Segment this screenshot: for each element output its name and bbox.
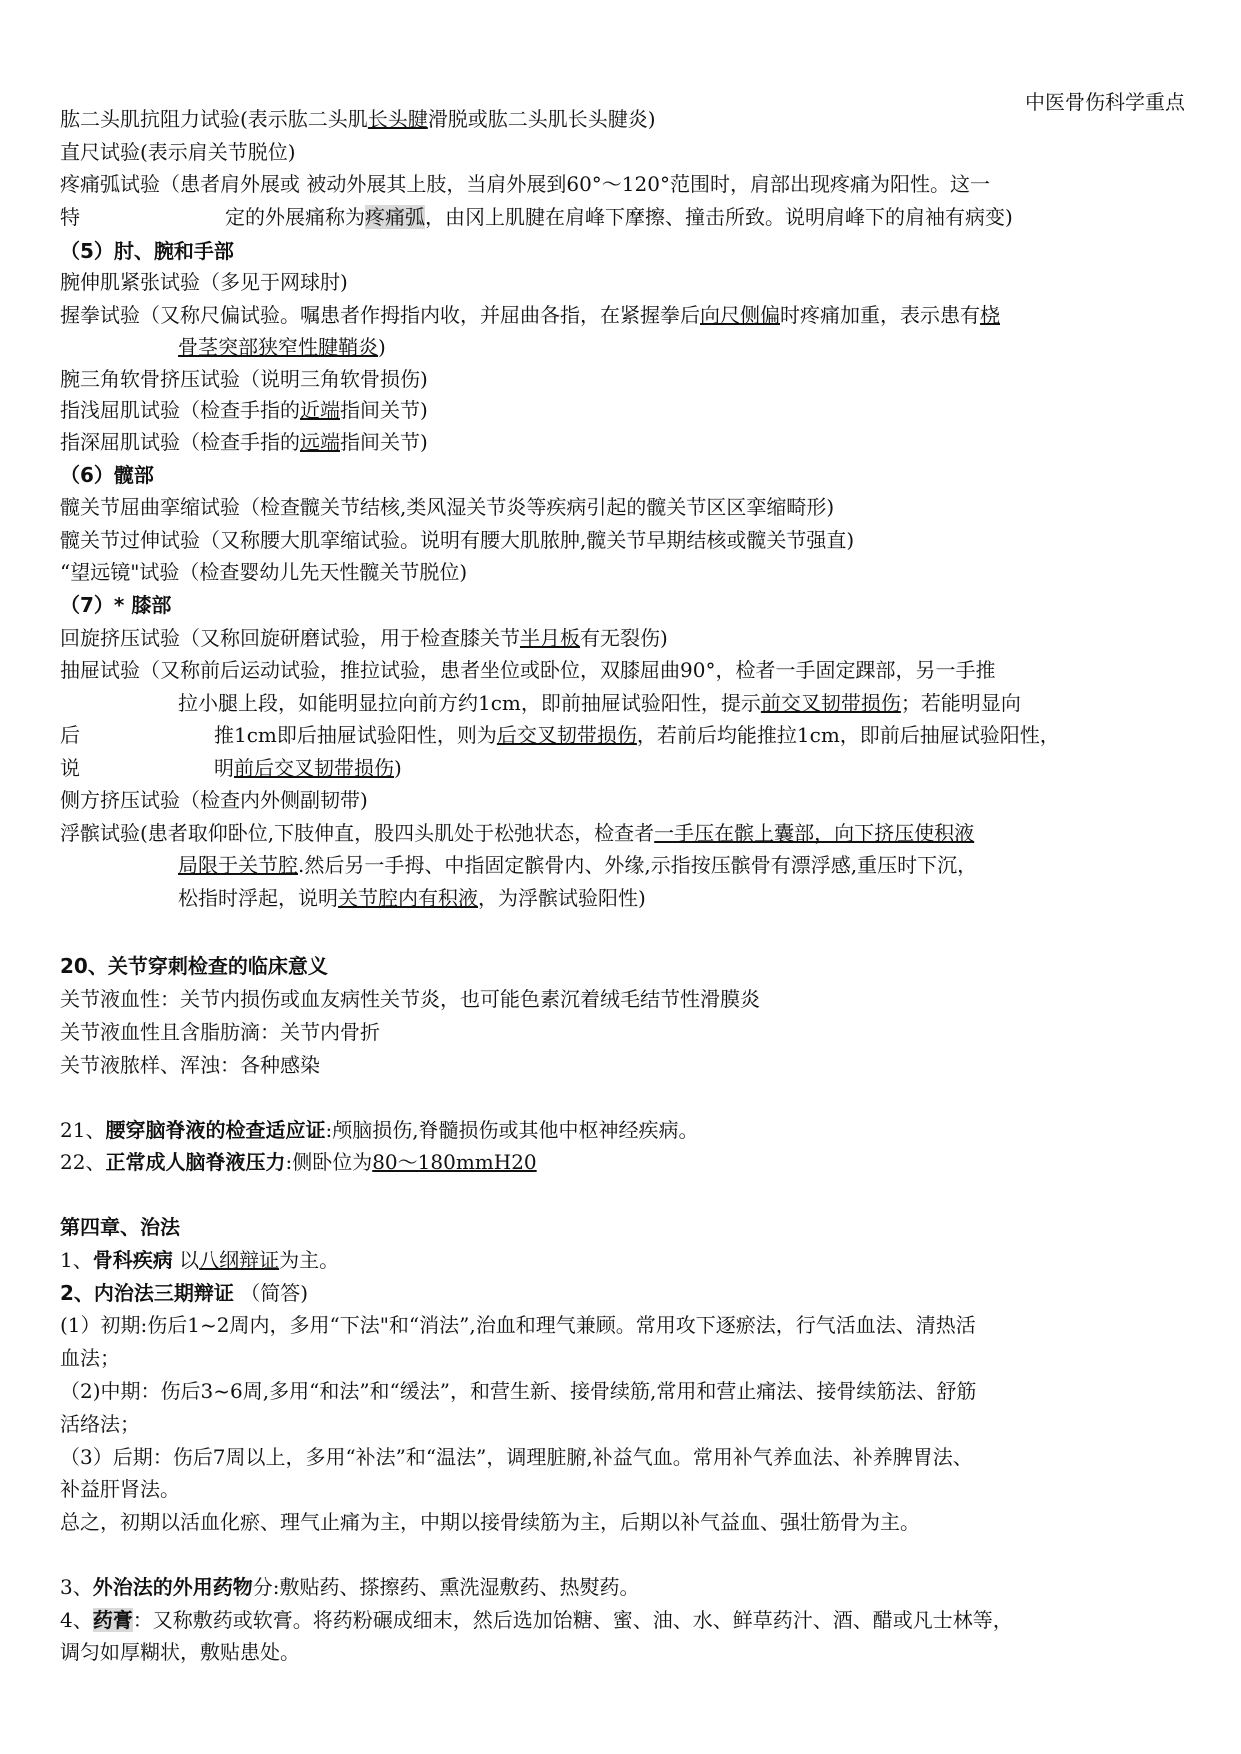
section-heading: （5）肘、腕和手部 — [60, 239, 234, 263]
chapter-heading: 第四章、治法 — [60, 1215, 180, 1239]
text-line: “望远镜"试验（检查婴幼儿先天性髋关节脱位) — [60, 560, 468, 584]
text-line: 疼痛弧试验（患者肩外展或 被动外展其上肢，当肩外展到60°～120°范围时，肩部出现疼痛为阳性。这一 — [60, 172, 990, 196]
text-line: 指浅屈肌试验（检查手指的近端指间关节) — [60, 398, 428, 422]
text-line: 1、骨科疾病 以八纲辩证为主。 — [60, 1248, 340, 1272]
text-line: 松指时浮起，说明关节腔内有积液，为浮髌试验阳性) — [178, 886, 646, 910]
text-line: 2、内治法三期辩证 （简答) — [60, 1281, 309, 1305]
text-line: 调匀如厚糊状，敷贴患处。 — [60, 1640, 300, 1664]
text-line: 直尺试验(表示肩关节脱位) — [60, 140, 296, 164]
text-line: 定的外展痛称为疼痛弧，由冈上肌腱在肩峰下摩擦、撞击所致。说明肩峰下的肩袖有病变) — [225, 205, 1013, 229]
text-line: (1）初期:伤后1~2周内，多用“下法"和“消法”,治血和理气兼顾。常用攻下逐瘀法，行气活血法、清热活 — [60, 1313, 976, 1337]
text-line: 肱二头肌抗阻力试验(表示肱二头肌长头腱滑脱或肱二头肌长头腱炎) — [60, 107, 656, 131]
text-line: 3、外治法的外用药物分:敷贴药、搽擦药、熏洗湿敷药、热熨药。 — [60, 1575, 640, 1599]
text-line: 浮髌试验(患者取仰卧位,下肢伸直，股四头肌处于松弛状态，检查者一手压在髌上囊部，向下挤压使积液 — [60, 821, 975, 845]
text-line: 指深屈肌试验（检查手指的远端指间关节) — [60, 430, 428, 454]
text-line: 明前后交叉韧带损伤) — [214, 756, 402, 780]
text-line: 回旋挤压试验（又称回旋研磨试验，用于检查膝关节半月板有无裂伤) — [60, 626, 668, 650]
text-line: 髋关节过伸试验（又称腰大肌挛缩试验。说明有腰大肌脓肿,髋关节早期结核或髋关节强直) — [60, 528, 855, 552]
text-line: 髋关节屈曲挛缩试验（检查髋关节结核,类风湿关节炎等疾病引起的髋关节区区挛缩畸形) — [60, 495, 835, 519]
text-line: 关节液血性：关节内损伤或血友病性关节炎，也可能色素沉着绒毛结节性滑膜炎 — [60, 987, 760, 1011]
page-header: 中医骨伤科学重点 — [1025, 90, 1185, 114]
text-line: 22、正常成人脑脊液压力:侧卧位为80～180mmH20 — [60, 1150, 537, 1174]
text-line: 局限于关节腔.然后另一手拇、中指固定髌骨内、外缘,示指按压髌骨有漂浮感,重压时下沉， — [178, 853, 978, 877]
text-line: 血法； — [60, 1346, 120, 1370]
section-heading: 20、关节穿刺检查的临床意义 — [60, 954, 328, 978]
text-fragment: 特 — [60, 205, 80, 229]
text-line: 腕三角软骨挤压试验（说明三角软骨损伤) — [60, 367, 428, 391]
text-line: （2)中期：伤后3~6周,多用“和法”和“缓法”，和营生新、接骨续筋,常用和营止痛法、接骨续筋法、舒筋 — [60, 1379, 977, 1403]
text-fragment: 说 — [60, 756, 80, 780]
text-line: （3）后期：伤后7周以上，多用“补法”和“温法”，调理脏腑,补益气血。常用补气养血法、补养脾胃法、 — [60, 1445, 973, 1469]
text-line: 关节液脓样、浑浊：各种感染 — [60, 1053, 320, 1077]
text-line: 4、药膏：又称敷药或软膏。将药粉碾成细末，然后选加饴糖、蜜、油、水、鲜草药汁、酒、醋或凡士林等， — [60, 1608, 1013, 1632]
text-line: 侧方挤压试验（检查内外侧副韧带) — [60, 788, 368, 812]
text-line: 抽屉试验（又称前后运动试验，推拉试验，患者坐位或卧位，双膝屈曲90°，检者一手固定踝部，另一手推 — [60, 658, 996, 682]
text-line: 腕伸肌紧张试验（多见于网球肘) — [60, 270, 348, 294]
text-fragment: 后 — [60, 723, 80, 747]
text-line: 总之，初期以活血化瘀、理气止痛为主，中期以接骨续筋为主，后期以补气益血、强壮筋骨为主。 — [60, 1510, 920, 1534]
section-heading: （6）髋部 — [60, 463, 154, 487]
section-heading: （7）* 膝部 — [60, 593, 172, 617]
text-line: 骨茎突部狭窄性腱鞘炎) — [178, 335, 386, 359]
text-line: 关节液血性且含脂肪滴：关节内骨折 — [60, 1020, 380, 1044]
text-line: 握拳试验（又称尺偏试验。嘱患者作拇指内收，并屈曲各指，在紧握拳后向尺侧偏时疼痛加重，表示患有桡 — [60, 303, 1000, 327]
text-line: 活络法； — [60, 1412, 140, 1436]
text-line: 补益肝肾法。 — [60, 1477, 180, 1501]
text-line: 21、腰穿脑脊液的检查适应证:颅脑损伤,脊髓损伤或其他中枢神经疾病。 — [60, 1118, 699, 1142]
text-line: 拉小腿上段，如能明显拉向前方约1cm，即前抽屉试验阳性，提示前交叉韧带损伤；若能明显向 — [178, 691, 1021, 715]
text-line: 推1cm即后抽屉试验阳性，则为后交叉韧带损伤，若前后均能推拉1cm，即前后抽屉试验阳性， — [214, 723, 1060, 747]
